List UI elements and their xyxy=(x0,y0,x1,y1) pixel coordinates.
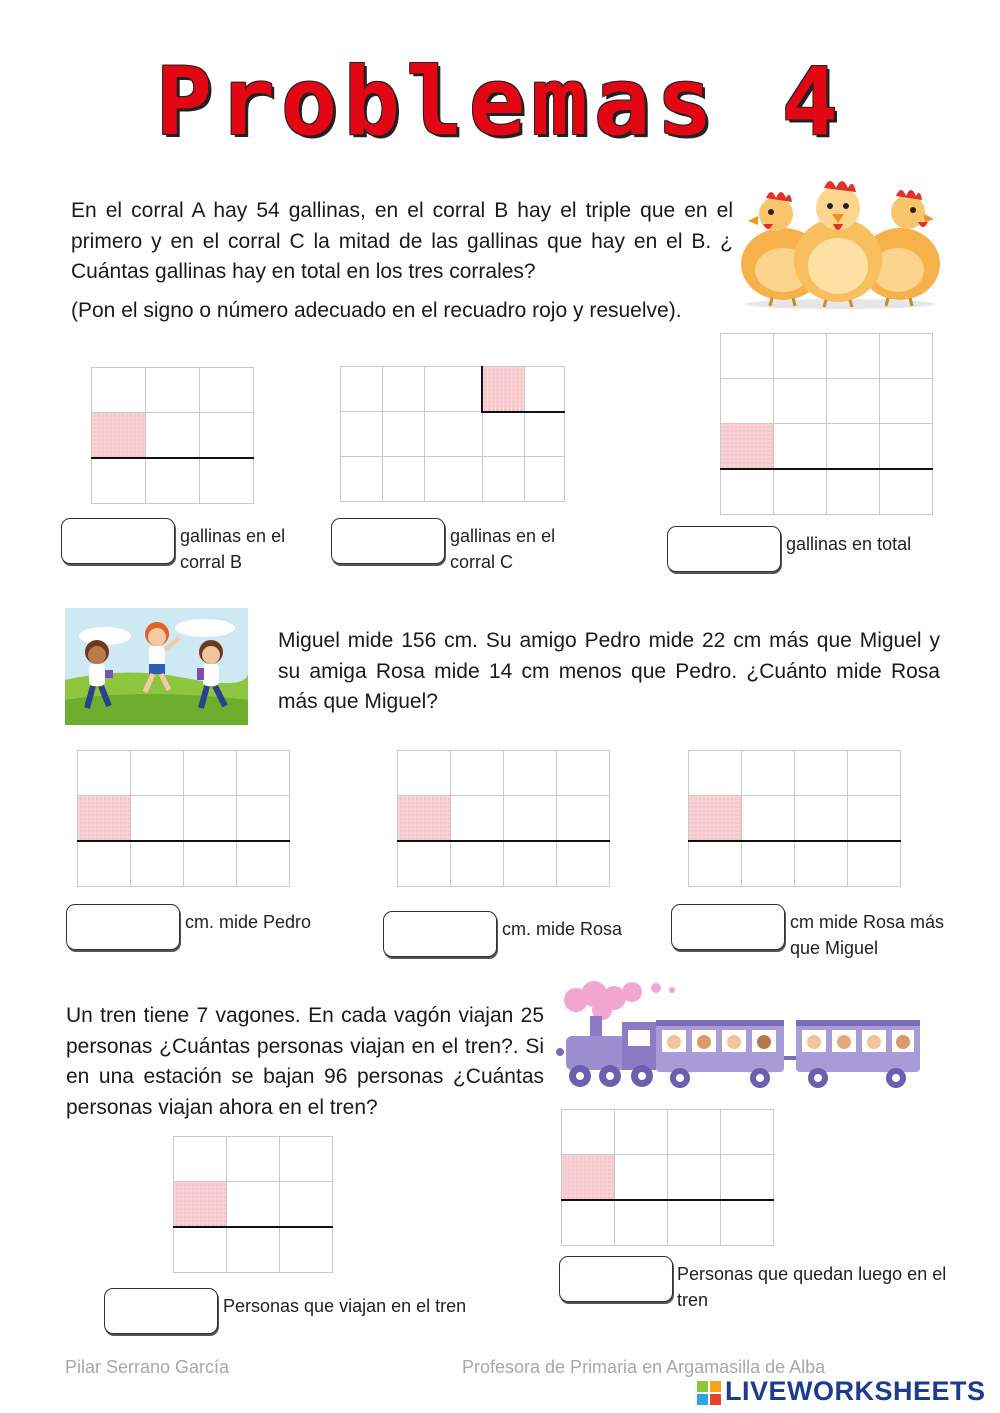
page-title: Problemas 4 xyxy=(155,48,845,157)
label-rosa: cm. mide Rosa xyxy=(502,919,623,939)
label-corral-b: gallinas en el corral B xyxy=(180,526,286,572)
operation-cell[interactable] xyxy=(562,1155,615,1201)
label-people-total: Personas que viajan en el tren xyxy=(223,1296,467,1316)
operation-cell[interactable] xyxy=(78,796,131,842)
liveworksheets-logo-icon xyxy=(697,1381,721,1405)
train-illustration xyxy=(556,980,934,1098)
problem-3-grid-total xyxy=(173,1136,333,1273)
liveworksheets-brand: LIVEWORKSHEETS xyxy=(725,1376,986,1406)
hens-illustration xyxy=(738,172,943,310)
answer-box-pedro[interactable] xyxy=(66,904,180,950)
answer-box-total[interactable] xyxy=(667,526,781,572)
operation-cell[interactable] xyxy=(174,1182,227,1228)
problem-2-grid-difference xyxy=(688,750,901,887)
answer-box-people-total[interactable] xyxy=(104,1288,218,1334)
answer-box-people-remaining[interactable] xyxy=(559,1256,673,1302)
footer-author: Pilar Serrano García xyxy=(65,1357,230,1377)
label-difference: cm mide Rosa más que Miguel xyxy=(790,912,945,958)
operation-cell[interactable] xyxy=(92,413,146,459)
children-running-illustration xyxy=(65,608,248,725)
label-total: gallinas en total xyxy=(786,534,912,554)
problem-2-grid-pedro xyxy=(77,750,290,887)
answer-box-difference[interactable] xyxy=(671,904,785,950)
problem-1-text: En el corral A hay 54 gallinas, en el corral B hay el triple que en el primero y en el corral C la mitad de las gallinas que hay en el B. ¿ Cuántas gallinas hay en total en los tres corrales? xyxy=(71,199,733,283)
operation-cell[interactable] xyxy=(721,424,774,470)
answer-box-rosa[interactable] xyxy=(383,911,497,957)
operation-cell[interactable] xyxy=(689,796,742,842)
operation-cell[interactable] xyxy=(398,796,451,842)
operation-cell[interactable] xyxy=(482,367,525,412)
problem-1-instruction: (Pon el signo o número adecuado en el recuadro rojo y resuelve). xyxy=(71,299,682,322)
problem-1-grid-c xyxy=(340,366,565,502)
problem-3-grid-remaining xyxy=(561,1109,774,1246)
answer-box-corral-c[interactable] xyxy=(331,518,445,564)
problem-2-grid-rosa xyxy=(397,750,610,887)
problem-1-grid-b xyxy=(91,367,254,504)
label-pedro: cm. mide Pedro xyxy=(185,912,312,932)
problem-2-text: Miguel mide 156 cm. Su amigo Pedro mide 22 cm más que Miguel y su amiga Rosa mide 14 cm menos que Pedro. ¿Cuánto mide Rosa más que Miguel? xyxy=(278,629,940,713)
label-corral-c: gallinas en el corral C xyxy=(450,526,556,572)
footer-role: Profesora de Primaria en Argamasilla de Alba xyxy=(462,1357,826,1377)
answer-box-corral-b[interactable] xyxy=(61,518,175,564)
problem-3-text: Un tren tiene 7 vagones. En cada vagón viajan 25 personas ¿Cuántas personas viajan en el tren?. Si en una estación se bajan 96 personas ¿Cuántas personas viajan ahora en el tren? xyxy=(66,1004,544,1119)
problem-1-grid-total xyxy=(720,333,933,515)
label-people-remaining: Personas que quedan luego en el tren xyxy=(677,1264,947,1310)
